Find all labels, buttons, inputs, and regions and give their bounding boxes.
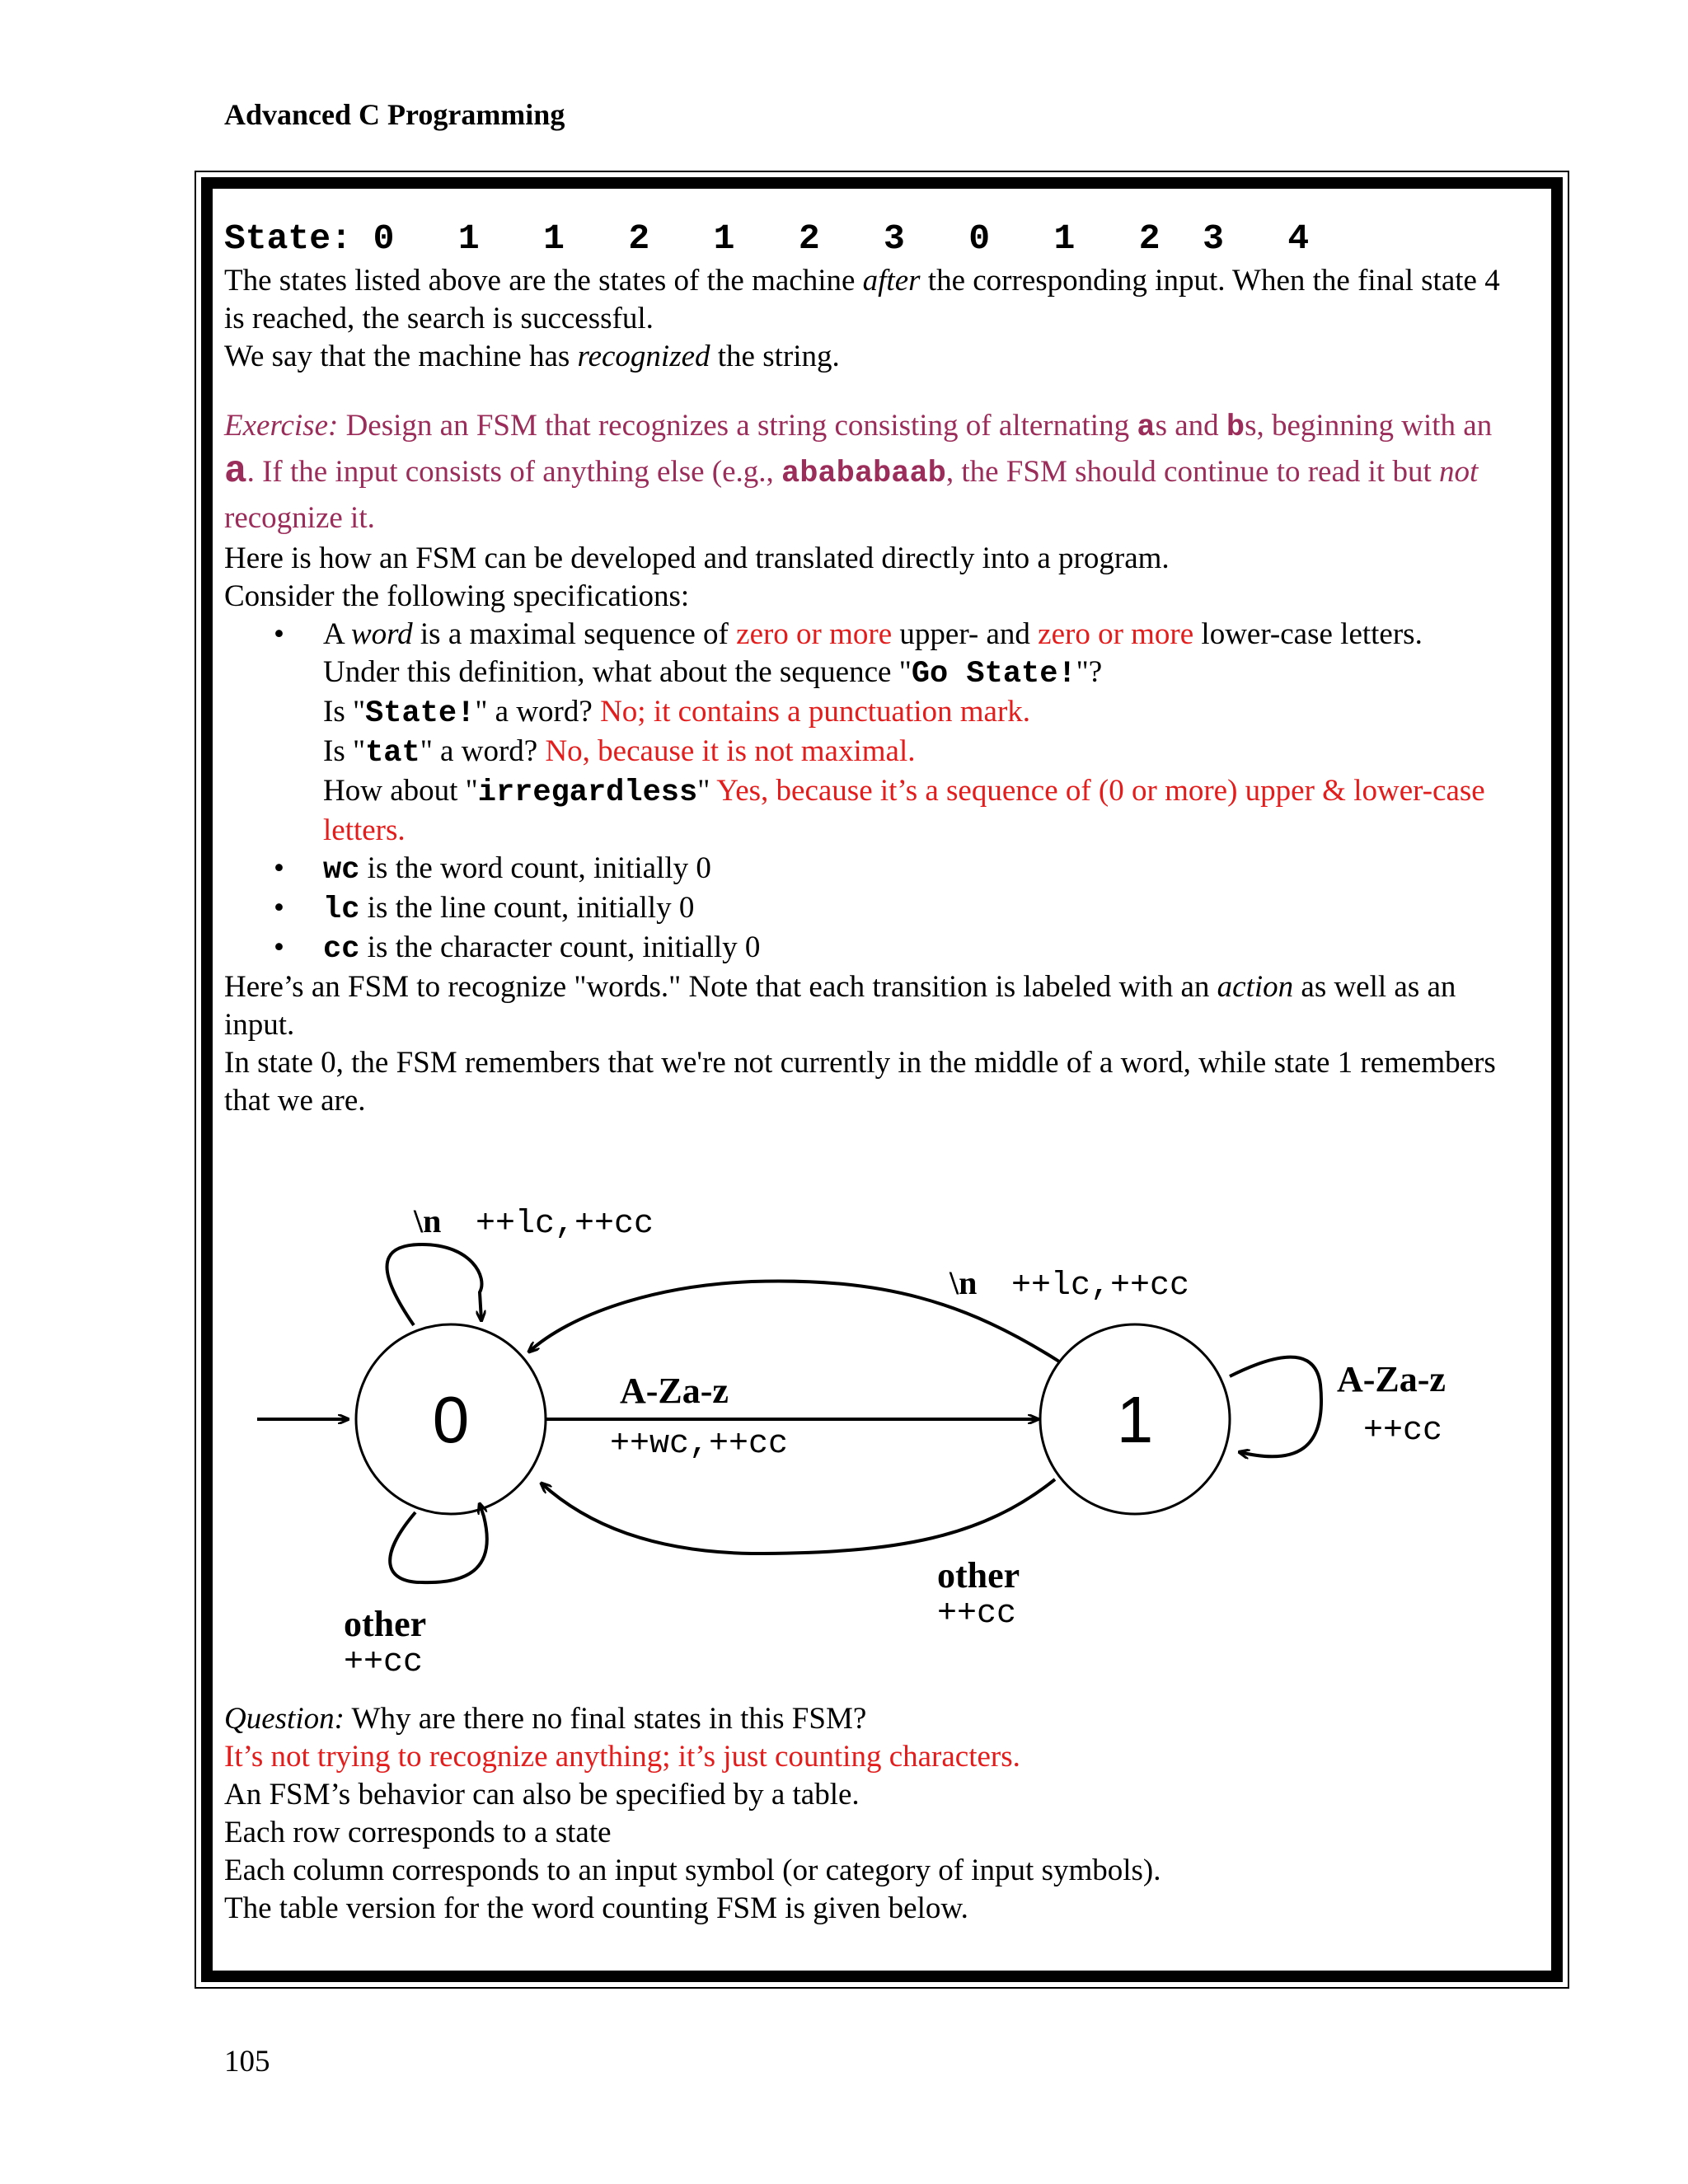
- t10-other-action: ++cc: [937, 1596, 1017, 1633]
- fsm-diagram: [224, 1187, 1526, 1681]
- state-value: 2: [628, 218, 650, 259]
- t10-action: ++lc,++cc: [1011, 1268, 1190, 1305]
- question-paragraph: Question: Why are there no final states in this FSM?: [224, 1702, 867, 1736]
- state-value: 3: [1203, 218, 1224, 259]
- dev-paragraph: Here is how an FSM can be developed and translated directly into a program.: [224, 541, 1170, 575]
- state-value: 0: [373, 218, 395, 259]
- transition-1-to-0-newline: [529, 1281, 1059, 1361]
- transition-1-to-0-other: [542, 1479, 1055, 1554]
- page-number: 105: [224, 2045, 270, 2079]
- intro-paragraph-1: The states listed above are the states of the machine after the corresponding input. When the final state 4 is reached, the search is successful.: [224, 264, 1500, 335]
- state-0-label: 0: [432, 1383, 470, 1456]
- state-label: State:: [224, 218, 352, 259]
- fsm-intro-paragraph-2: In state 0, the FSM remembers that we're not currently in the middle of a word, while state 1 remembers that we are.: [224, 1046, 1496, 1118]
- exercise-label: Exercise:: [224, 409, 339, 443]
- t10-input: \n: [950, 1264, 978, 1301]
- loop-1-input: A-Za-z: [1337, 1359, 1446, 1399]
- spec-list: [224, 616, 1526, 968]
- state-value: 4: [1287, 218, 1310, 259]
- consider-paragraph: Consider the following specifications:: [224, 579, 690, 613]
- list-item: • wc is the word count, initially 0: [274, 851, 711, 888]
- state-1-label: 1: [1116, 1383, 1154, 1456]
- loop-1: [1230, 1357, 1321, 1457]
- t01-input: A-Za-z: [620, 1371, 729, 1411]
- lower-content: [224, 1700, 1526, 1928]
- loop-0-bottom-input: other: [344, 1604, 427, 1644]
- intro-paragraph-2: We say that the machine has recognized the string.: [224, 340, 840, 373]
- state-value: 2: [1138, 218, 1160, 259]
- state-sequence: [224, 216, 1526, 262]
- exercise-block: Exercise: Design an FSM that recognizes a string consisting of alternating as and bs, beginning with an a. If the input consists of anything else (e.g., abababaab, the FSM should continue to read it but not recognize it.: [224, 409, 1493, 535]
- state-value: 1: [543, 218, 565, 259]
- table-paragraph-1: An FSM’s behavior can also be specified by a table.: [224, 1778, 860, 1811]
- t10-other-input: other: [937, 1555, 1020, 1596]
- state-value: 3: [884, 218, 905, 259]
- state-value: 1: [457, 218, 480, 259]
- table-paragraph-2: Each row corresponds to a state: [224, 1816, 612, 1849]
- loop-0-bottom: [390, 1504, 487, 1582]
- loop-0-bottom-action: ++cc: [344, 1644, 424, 1681]
- loop-0-top: [387, 1244, 482, 1325]
- state-value: 1: [1053, 218, 1076, 259]
- loop-1-action: ++cc: [1363, 1413, 1443, 1450]
- table-paragraph-3: Each column corresponds to an input symbol (or category of input symbols).: [224, 1854, 1161, 1887]
- state-value: 2: [798, 218, 820, 259]
- loop-0-top-input: \n: [414, 1202, 442, 1240]
- main-content: [224, 216, 1526, 1120]
- loop-0-top-action: ++lc,++cc: [476, 1206, 654, 1243]
- list-item: • cc is the character count, initially 0: [274, 930, 761, 967]
- list-item: • A word is a maximal sequence of zero or more upper- and zero or more lower-case letters. Under this definition, what about the sequence "Go State!"? Is "State!" a word? No; it contains a punctuation mark. Is "tat" a word? No, because it is not maximal. How about "irregardless" Yes, because it’s a sequence of (0 or more) upper & lower-case letters.: [274, 617, 1485, 847]
- t01-action: ++wc,++cc: [610, 1426, 789, 1463]
- list-item: • lc is the line count, initially 0: [274, 891, 695, 927]
- state-value: 1: [713, 218, 735, 259]
- page-header: Advanced C Programming: [224, 98, 565, 131]
- answer-paragraph: It’s not trying to recognize anything; it’s just counting characters.: [224, 1740, 1020, 1774]
- fsm-intro-paragraph-1: Here’s an FSM to recognize "words." Note that each transition is labeled with an action as well as an input.: [224, 970, 1456, 1042]
- table-paragraph-4: The table version for the word counting FSM is given below.: [224, 1891, 968, 1925]
- state-value: 0: [968, 218, 991, 259]
